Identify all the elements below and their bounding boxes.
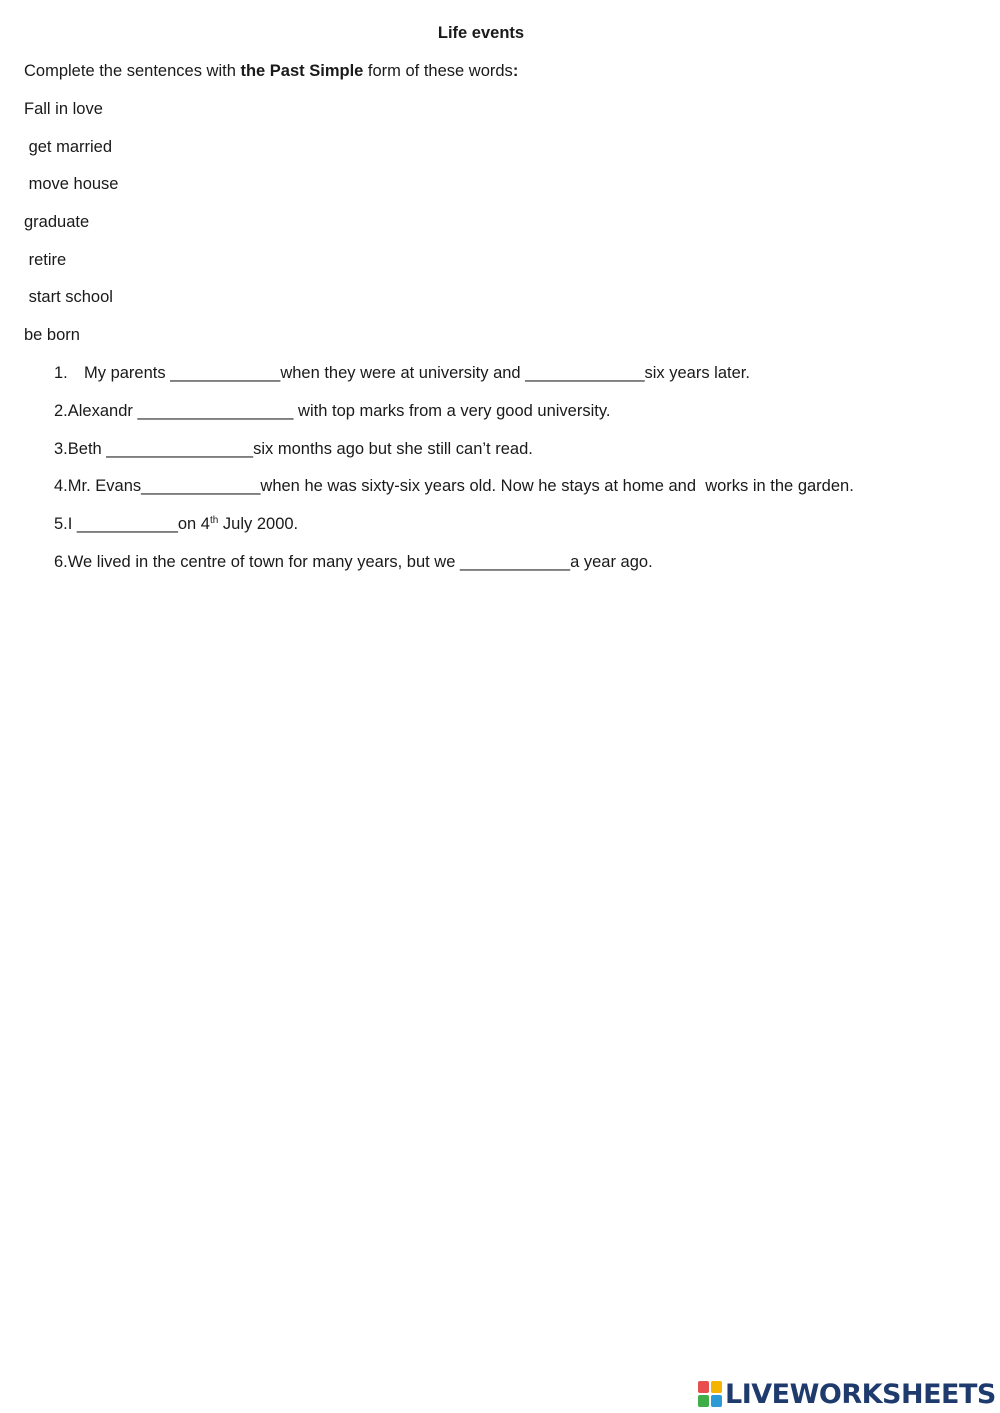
- word-list-item: get married: [24, 138, 113, 156]
- sentence-5: [54, 515, 298, 534]
- word-list-item: retire: [24, 251, 67, 269]
- sentence-1-number: 1.: [54, 364, 68, 382]
- instruction-prefix: Complete the sentences with: [24, 62, 241, 80]
- logo-icon: [698, 1381, 722, 1407]
- instruction-colon: :: [512, 62, 519, 80]
- sentence-1-text: My parents ____________when they were at university and _____________six years later.: [84, 364, 750, 382]
- word-list-item: be born: [24, 326, 80, 344]
- worksheet-title: Life events: [437, 24, 525, 42]
- instruction: [24, 62, 518, 81]
- sentence-5-before: 5.I ___________on 4: [54, 515, 210, 533]
- sentence-1: [54, 364, 750, 383]
- logo-tile: [711, 1381, 722, 1393]
- logo-tile: [698, 1395, 709, 1407]
- logo-tile: [698, 1381, 709, 1393]
- word-list-item: graduate: [24, 213, 90, 231]
- sentence-6: 6.We lived in the centre of town for many years, but we ____________a year ago.: [54, 553, 653, 571]
- instruction-bold: the Past Simple: [240, 62, 364, 80]
- word-list-item: start school: [24, 288, 113, 306]
- instruction-suffix: form of these words: [363, 62, 513, 80]
- sentence-2: 2.Alexandr _________________ with top marks from a very good university.: [54, 402, 611, 420]
- sentence-5-after: July 2000.: [218, 515, 299, 533]
- sentence-4: 4.Mr. Evans_____________when he was sixty-six years old. Now he stays at home and works in the garden.: [54, 477, 854, 495]
- liveworksheets-logo: [698, 1376, 996, 1412]
- sentence-5-superscript: th: [210, 515, 219, 526]
- logo-tile: [711, 1395, 722, 1407]
- word-list-item: Fall in love: [24, 100, 103, 118]
- sentence-3: 3.Beth ________________six months ago but she still can’t read.: [54, 440, 533, 458]
- logo-text: LIVEWORKSHEETS: [725, 1378, 996, 1410]
- word-list-item: move house: [24, 175, 119, 193]
